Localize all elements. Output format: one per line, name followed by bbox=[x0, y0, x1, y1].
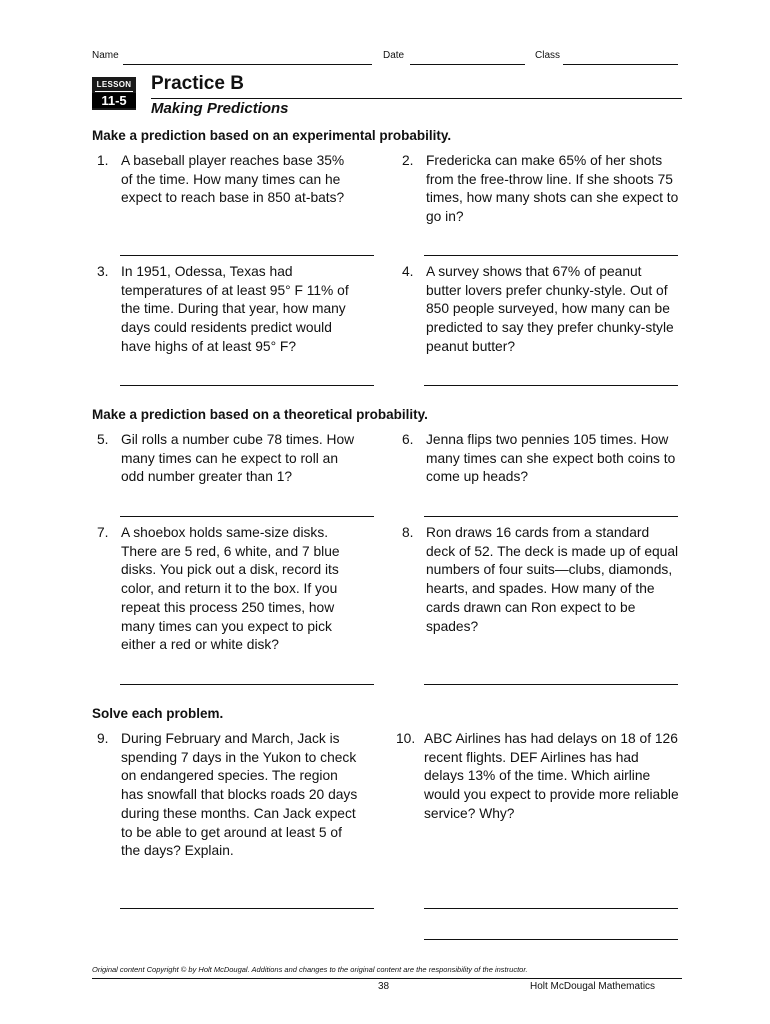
answer-line-1[interactable] bbox=[120, 255, 374, 256]
lesson-badge-word: LESSON bbox=[96, 80, 132, 89]
answer-line-4[interactable] bbox=[424, 385, 678, 386]
problem-number: 2. bbox=[402, 153, 414, 168]
problem-text: Fredericka can make 65% of her shots from the free-throw line. If she shoots 75 times, how many shots can she expect to go in? bbox=[426, 153, 679, 225]
problem-number: 1. bbox=[97, 153, 109, 168]
lesson-badge-divider bbox=[95, 91, 133, 92]
footer-divider bbox=[92, 978, 682, 979]
problem-text: ABC Airlines has had delays on 18 of 126 recent flights. DEF Airlines has had delays 13% of the time. Which airline would you expect to provide more reliable service? Why? bbox=[424, 731, 679, 821]
student-info-header bbox=[92, 50, 678, 66]
answer-line-10a[interactable] bbox=[424, 908, 678, 909]
problem-text: Jenna flips two pennies 105 times. How many times can she expect both coins to come up heads? bbox=[426, 432, 676, 485]
problem-text: During February and March, Jack is spending 7 days in the Yukon to check on endangered species. The region has snowfall that blocks roads 20 days during these months. Can Jack expect to be able to get around at least 5 of the days? Explain. bbox=[121, 731, 358, 859]
problem-9 bbox=[97, 730, 359, 861]
lesson-badge bbox=[92, 77, 136, 110]
problem-2 bbox=[402, 152, 680, 227]
page-title: Practice B bbox=[151, 73, 244, 94]
date-label: Date bbox=[383, 50, 405, 61]
copyright-note: Original content Copyright © by Holt McDougal. Additions and changes to the original content are the responsibility of the instructor. bbox=[92, 965, 528, 974]
problem-3 bbox=[97, 263, 359, 357]
page-number: 38 bbox=[378, 981, 390, 992]
section-heading-solve: Solve each problem. bbox=[92, 706, 224, 721]
problem-number: 5. bbox=[97, 432, 109, 447]
problem-number: 6. bbox=[402, 432, 414, 447]
problem-1 bbox=[97, 152, 359, 208]
answer-line-8[interactable] bbox=[424, 684, 678, 685]
problem-number: 4. bbox=[402, 264, 414, 279]
problem-number: 9. bbox=[97, 731, 109, 746]
answer-line-6[interactable] bbox=[424, 516, 678, 517]
page-subtitle: Making Predictions bbox=[151, 100, 289, 117]
problem-10 bbox=[396, 730, 680, 824]
problem-5 bbox=[97, 431, 359, 487]
problem-number: 7. bbox=[97, 525, 109, 540]
problem-number: 8. bbox=[402, 525, 414, 540]
class-field-line[interactable] bbox=[563, 64, 678, 65]
date-field-line[interactable] bbox=[410, 64, 525, 65]
answer-line-3[interactable] bbox=[120, 385, 374, 386]
problem-text: Gil rolls a number cube 78 times. How many times can he expect to roll an odd number greater than 1? bbox=[121, 432, 355, 485]
problem-7 bbox=[97, 524, 359, 655]
name-field-line[interactable] bbox=[123, 64, 372, 65]
class-label: Class bbox=[535, 50, 561, 61]
problem-4 bbox=[402, 263, 680, 357]
answer-line-5[interactable] bbox=[120, 516, 374, 517]
answer-line-2[interactable] bbox=[424, 255, 678, 256]
section-heading-theoretical: Make a prediction based on a theoretical probability. bbox=[92, 407, 428, 422]
problem-8 bbox=[402, 524, 680, 636]
answer-line-7[interactable] bbox=[120, 684, 374, 685]
title-divider bbox=[151, 98, 682, 99]
problem-text: A survey shows that 67% of peanut butter lovers prefer chunky-style. Out of 850 people surveyed, how many can be predicted to say they prefer chunky-style peanut butter? bbox=[426, 264, 674, 354]
answer-line-10b[interactable] bbox=[424, 939, 678, 940]
problem-text: A shoebox holds same-size disks. There are 5 red, 6 white, and 7 blue disks. You pick out a disk, record its color, and return it to the box. If you repeat this process 250 times, how many times can you expect to pick either a red or white disk? bbox=[121, 525, 340, 653]
problem-number: 10. bbox=[396, 731, 416, 746]
publisher-name: Holt McDougal Mathematics bbox=[530, 981, 656, 992]
problem-text: Ron draws 16 cards from a standard deck of 52. The deck is made up of equal numbers of four suits—clubs, diamonds, hearts, and spades. How many of the cards drawn can Ron expect to be spades? bbox=[426, 525, 679, 634]
lesson-badge-number: 11-5 bbox=[92, 93, 136, 108]
problem-6 bbox=[402, 431, 680, 487]
name-label: Name bbox=[92, 50, 119, 61]
problem-number: 3. bbox=[97, 264, 109, 279]
answer-line-9[interactable] bbox=[120, 908, 374, 909]
section-heading-experimental: Make a prediction based on an experimental probability. bbox=[92, 128, 452, 143]
problem-text: In 1951, Odessa, Texas had temperatures of at least 95° F 11% of the time. During that year, how many days could residents predict would have highs of at least 95° F? bbox=[121, 264, 349, 354]
problem-text: A baseball player reaches base 35% of the time. How many times can he expect to reach base in 850 at-bats? bbox=[121, 153, 345, 206]
